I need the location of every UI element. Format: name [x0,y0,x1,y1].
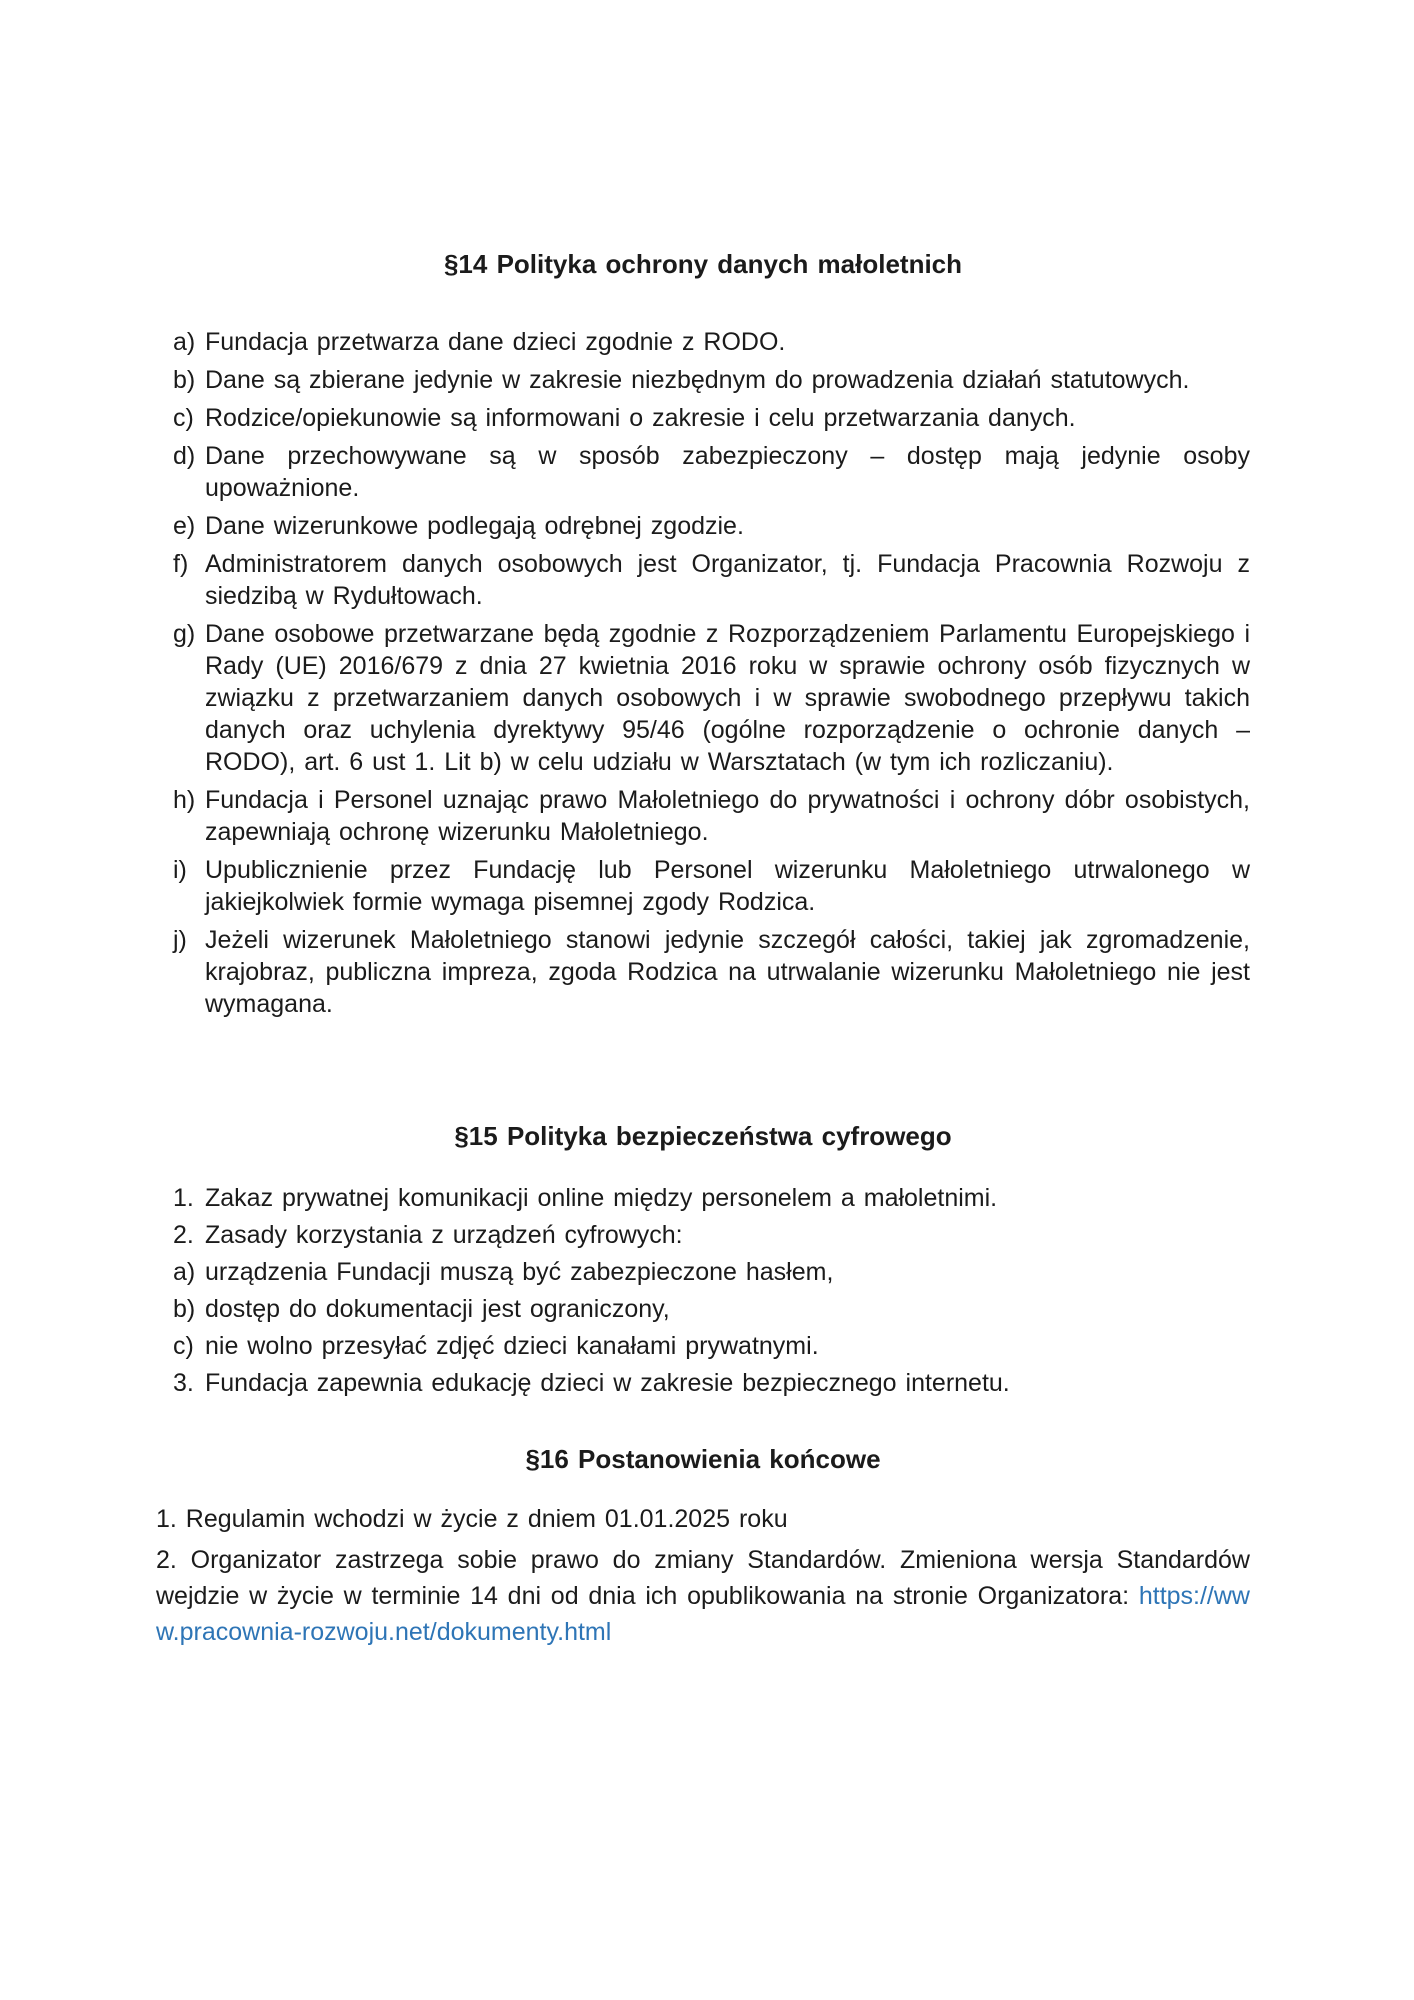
section-14-heading: §14 Polityka ochrony danych małoletnich [443,249,963,279]
list-item-marker: c) [173,404,194,432]
list-item [156,1330,1250,1362]
list-item-marker: 2. [173,1221,194,1249]
paragraph-text: 2. Organizator zastrzega sobie prawo do zmiany Standardów. Zmieniona wersja Standardów wejdzie w życie w terminie 14 dni od dnia ich opublikowania na stronie Organizatora: [156,1546,1250,1610]
list-item-marker: f) [173,550,189,578]
list-item-text: Fundacja zapewnia edukację dzieci w zakresie bezpiecznego internetu. [205,1369,1010,1397]
list-item-text: Upublicznienie przez Fundację lub Personel wizerunku Małoletniego utrwalonego w jakiejkolwiek formie wymaga pisemnej zgody Rodzica. [205,856,1250,916]
list-item-text: Administratorem danych osobowych jest Organizator, tj. Fundacja Pracownia Rozwoju z siedzibą w Rydułtowach. [205,550,1250,610]
list-item-marker: e) [173,512,196,540]
list-item [156,1182,1250,1214]
list-item [156,402,1250,434]
section-15-heading: §15 Polityka bezpieczeństwa cyfrowego [454,1121,952,1151]
list-item [156,924,1250,1020]
list-item-text: Zasady korzystania z urządzeń cyfrowych: [205,1221,683,1249]
list-item [156,364,1250,396]
list-item-text: Jeżeli wizerunek Małoletniego stanowi jedynie szczegół całości, takiej jak zgromadzenie, krajobraz, publiczna impreza, zgoda Rodzica na utrwalanie wizerunku Małoletniego nie jest wymagana. [205,926,1250,1018]
list-item [156,784,1250,848]
list-item [156,326,1250,358]
list-item [156,1293,1250,1325]
list-item-marker: c) [173,1332,194,1360]
list-item-text: Rodzice/opiekunowie są informowani o zakresie i celu przetwarzania danych. [205,404,1076,432]
list-item [156,1367,1250,1399]
list-item-marker: a) [173,1258,196,1286]
list-item-marker: h) [173,786,196,814]
list-item-marker: j) [173,926,187,954]
list-item-text: Fundacja przetwarza dane dzieci zgodnie z RODO. [205,328,786,356]
list-item-marker: a) [173,328,196,356]
final-provision-paragraph-1: 1. Regulamin wchodzi w życie z dniem 01.01.2025 roku [156,1505,788,1533]
list-item-text: Fundacja i Personel uznając prawo Małoletniego do prywatności i ochrony dóbr osobistych, zapewniają ochronę wizerunku Małoletniego. [205,786,1250,846]
list-item-text: Dane wizerunkowe podlegają odrębnej zgodzie. [205,512,744,540]
list-item-marker: g) [173,620,196,648]
list-item-marker: i) [173,856,187,884]
list-item-marker: 3. [173,1369,194,1397]
list-item-marker: 1. [173,1184,194,1212]
section-16-heading: §16 Postanowienia końcowe [525,1444,881,1474]
list-item-text: urządzenia Fundacji muszą być zabezpieczone hasłem, [205,1258,834,1286]
list-item [156,1256,1250,1288]
list-item [156,510,1250,542]
list-item [156,618,1250,778]
list-item-marker: b) [173,366,196,394]
final-provision-paragraph-2 [156,1542,1250,1650]
organizer-documents-link[interactable]: https://www.pracownia-rozwoju.net/dokumenty.html [156,1582,1250,1646]
list-item [156,440,1250,504]
list-item [156,854,1250,918]
list-item-text: Dane przechowywane są w sposób zabezpieczony – dostęp mają jedynie osoby upoważnione. [205,442,1250,502]
list-item-marker: b) [173,1295,196,1323]
list-item-marker: d) [173,442,196,470]
section-14-list [156,326,1250,1020]
list-item-text: Dane są zbierane jedynie w zakresie niezbędnym do prowadzenia działań statutowych. [205,366,1190,394]
list-item-text: dostęp do dokumentacji jest ograniczony, [205,1295,670,1323]
list-item-text: Zakaz prywatnej komunikacji online między personelem a małoletnimi. [205,1184,998,1212]
list-item-text: nie wolno przesyłać zdjęć dzieci kanałami prywatnymi. [205,1332,819,1360]
section-15-list [156,1182,1250,1399]
list-item-text: Dane osobowe przetwarzane będą zgodnie z Rozporządzeniem Parlamentu Europejskiego i Rady (UE) 2016/679 z dnia 27 kwietnia 2016 roku w sprawie ochrony osób fizycznych w związku z przetwarzaniem danych osobowych i w sprawie swobodnego przepływu takich danych oraz uchylenia dyrektywy 95/46 (ogólne rozporządzenie o ochronie danych – RODO), art. 6 ust 1. Lit b) w celu udziału w Warsztatach (w tym ich rozliczaniu). [205,620,1250,776]
list-item [156,1219,1250,1251]
list-item [156,548,1250,612]
